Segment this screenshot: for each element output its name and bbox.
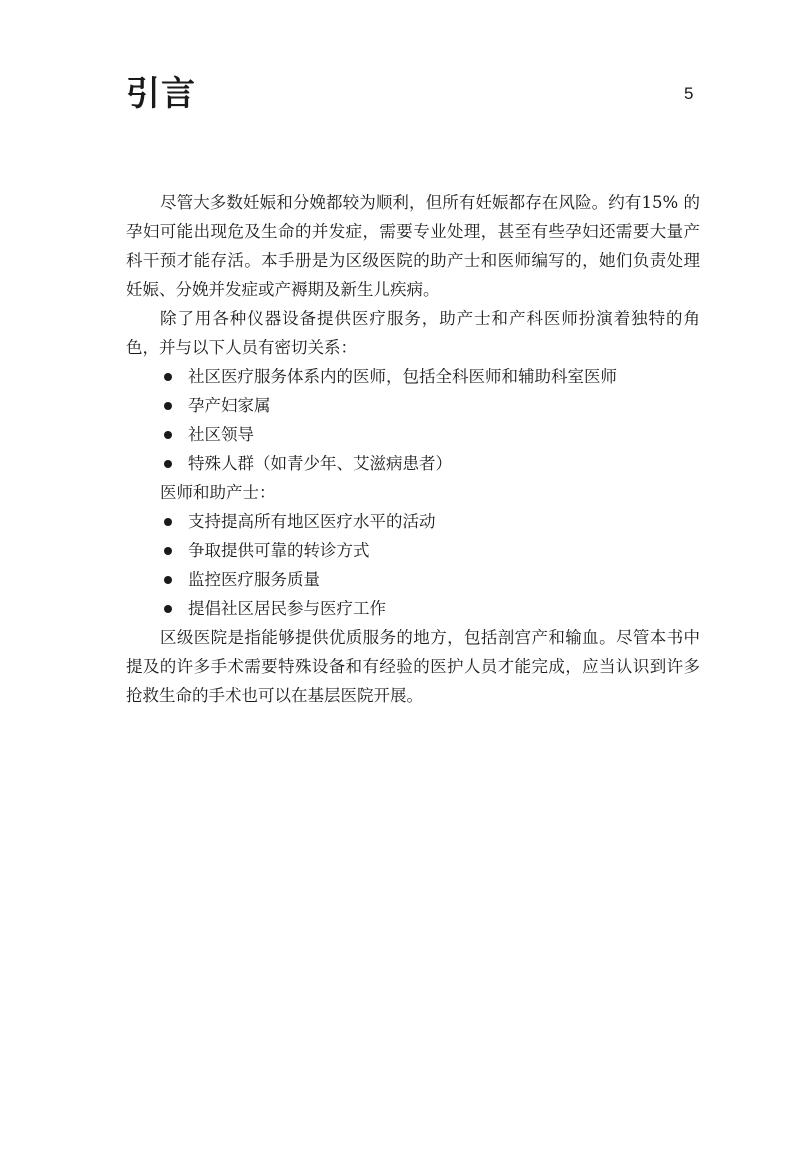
paragraph-roles: 除了用各种仪器设备提供医疗服务，助产士和产科医师扮演着独特的角色，并与以下人员有密切关系：: [126, 309, 700, 357]
list-item: 提倡社区居民参与医疗工作: [126, 594, 700, 623]
list-item: 社区医疗服务体系内的医师，包括全科医师和辅助科室医师: [126, 362, 700, 391]
duties-list: [126, 507, 700, 623]
paragraph-intro: 尽管大多数妊娠和分娩都较为顺利，但所有妊娠都存在风险。约有15% 的孕妇可能出现危及生命的并发症，需要专业处理，甚至有些孕妇还需要大量产科干预才能存活。本手册是为区级医院的助产士和医师编写的，她们负责处理妊娠、分娩并发症或产褥期及新生儿疾病。: [126, 193, 700, 299]
list-item: 社区领导: [126, 420, 700, 449]
list-item: 孕产妇家属: [126, 391, 700, 420]
page-title: 引言: [126, 74, 196, 114]
list-item: 支持提高所有地区医疗水平的活动: [126, 507, 700, 536]
list-item: 监控医疗服务质量: [126, 565, 700, 594]
list-item: 争取提供可靠的转诊方式: [126, 536, 700, 565]
page-number: 5: [684, 84, 694, 103]
paragraph-staff: 医师和助产士：: [160, 483, 276, 502]
body-text: [126, 188, 700, 710]
paragraph-district-hospital: 区级医院是指能够提供优质服务的地方，包括剖宫产和输血。尽管本书中提及的许多手术需要特殊设备和有经验的医护人员才能完成，应当认识到许多抢救生命的手术也可以在基层医院开展。: [126, 628, 700, 705]
relations-list: [126, 362, 700, 478]
list-item: 特殊人群（如青少年、艾滋病患者）: [126, 449, 700, 478]
